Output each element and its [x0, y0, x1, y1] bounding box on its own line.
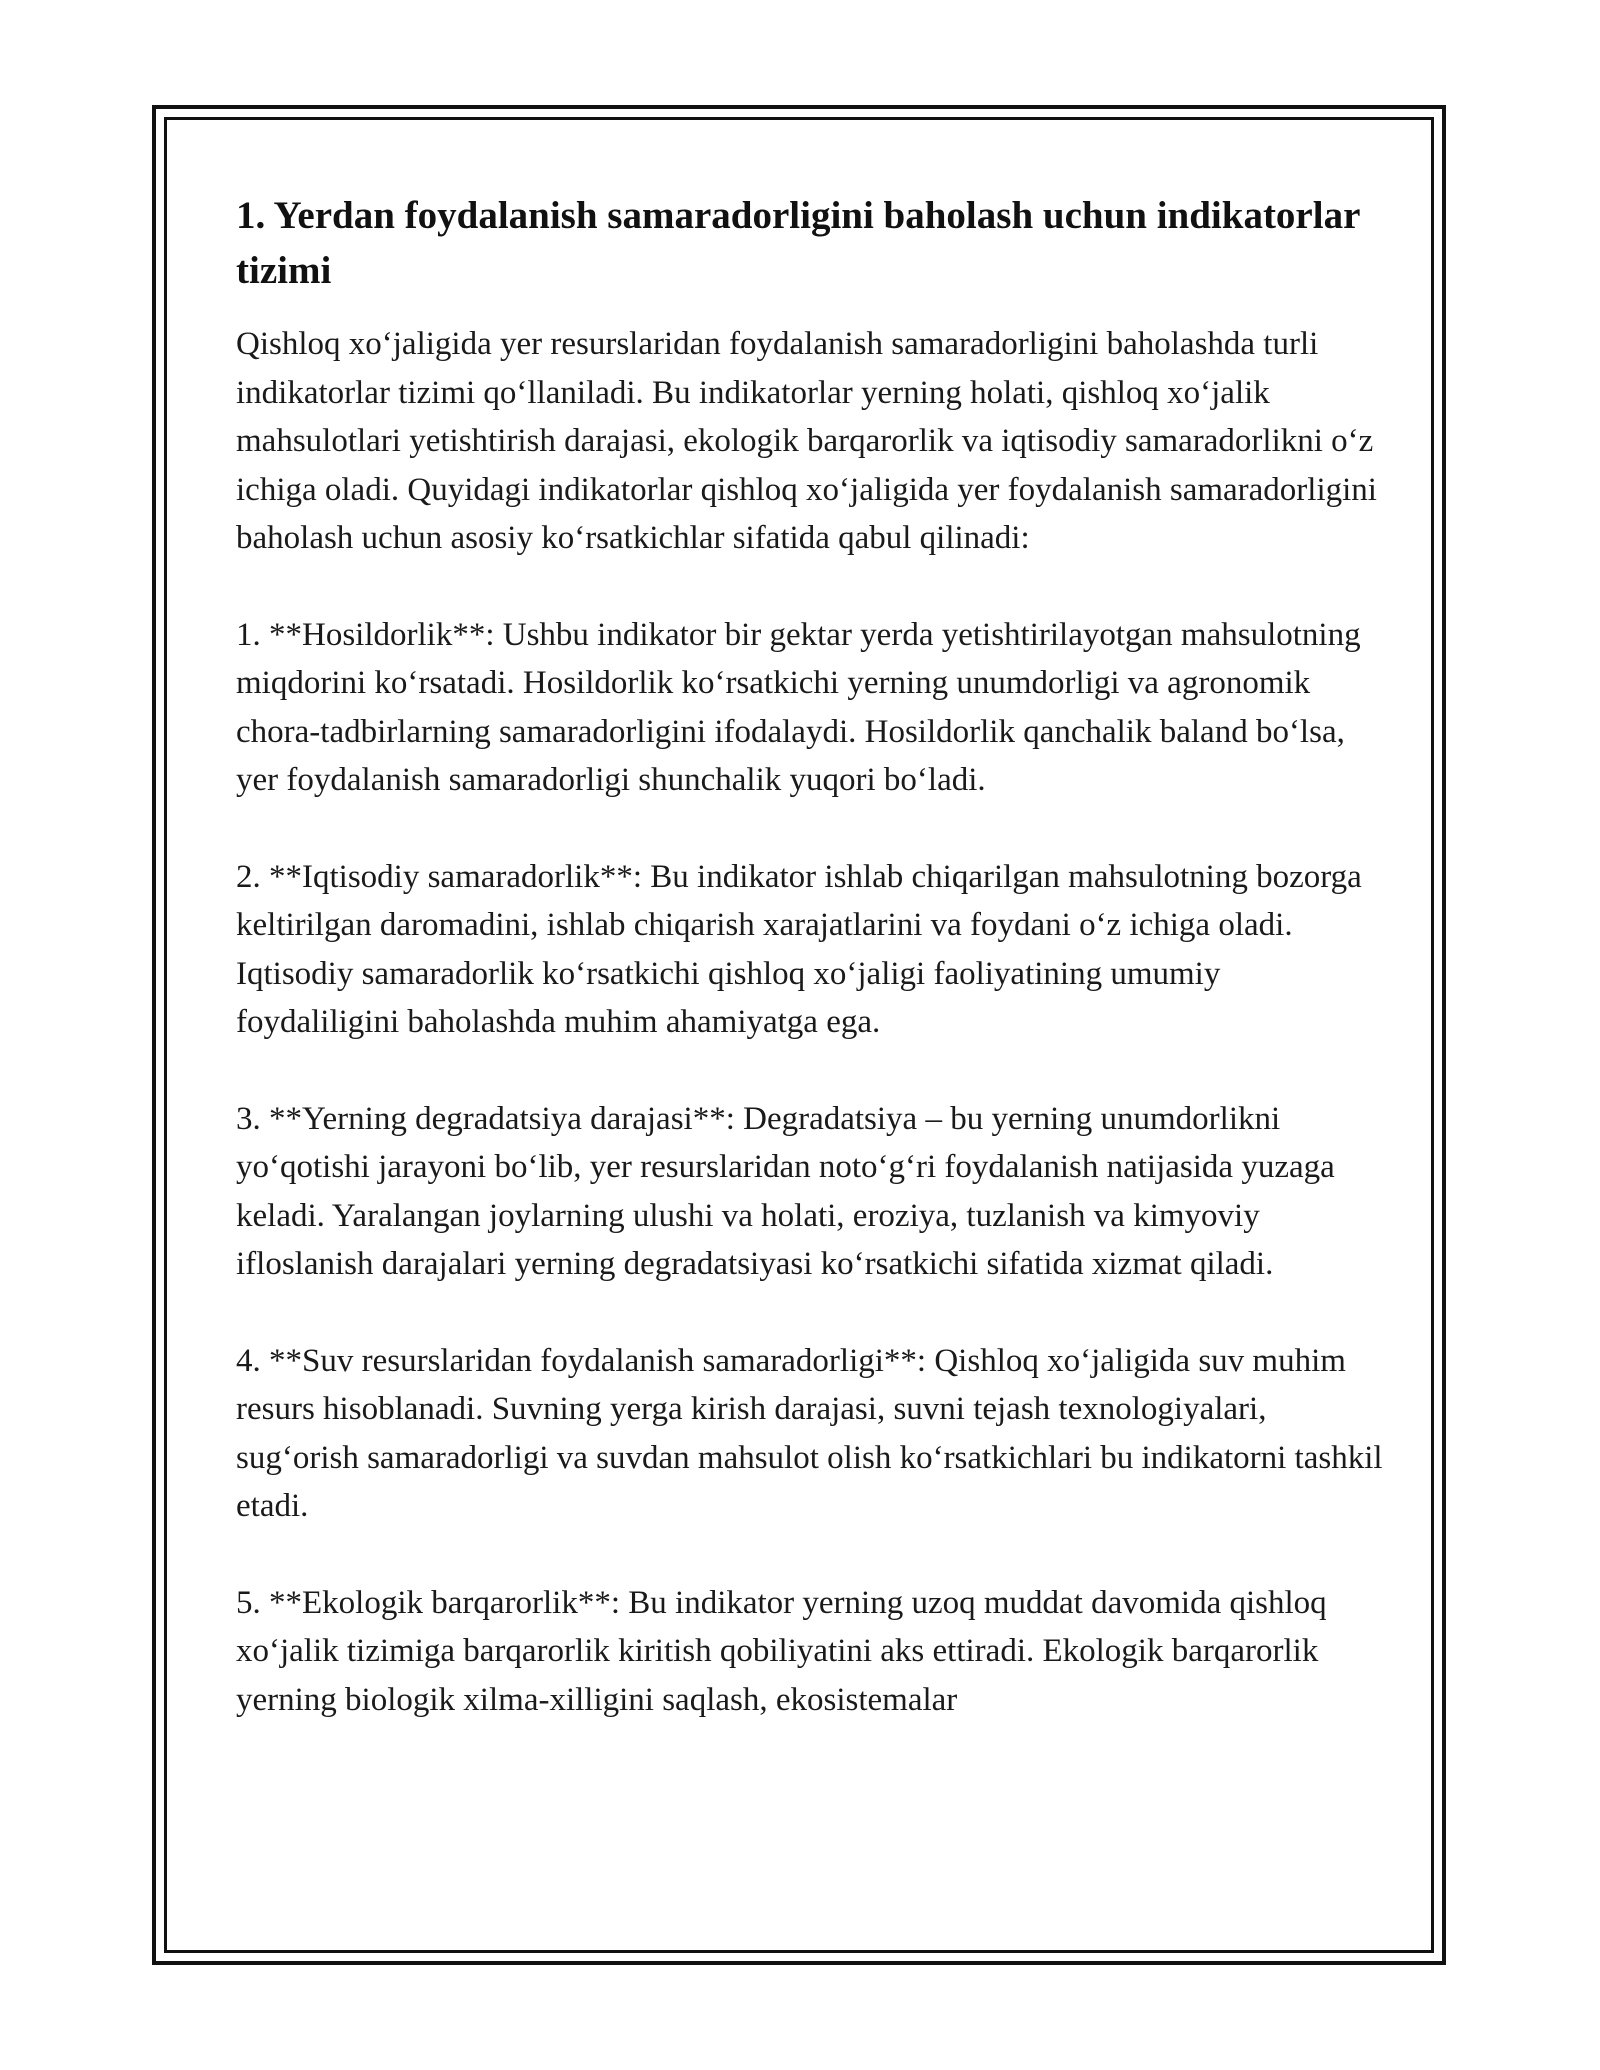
indicator-suv-paragraph: 4. **Suv resurslaridan foydalanish samaradorligi**: Qishloq xo‘jaligida suv muhim resurs hisoblanadi. Suvning yerga kirish darajasi, suvni tejash texnologiyalari, sug‘orish samaradorligi va suvdan mahsulot olish ko‘rsatkichlari bu indikatorni tashkil etadi.: [236, 1342, 1383, 1524]
indicator-ekologik-paragraph: 5. **Ekologik barqarorlik**: Bu indikator yerning uzoq muddat davomida qishloq xo‘jalik tizimiga barqarorlik kiritish qobiliyatini aks ettiradi. Ekologik barqarorlik yerning biologik xilma-xilligini saqlash, ekosistemalar: [236, 1584, 1327, 1718]
intro-paragraph: Qishloq xo‘jaligida yer resurslaridan foydalanish samaradorligini baholashda turli indikatorlar tizimi qo‘llaniladi. Bu indikatorlar yerning holati, qishloq xo‘jalik mahsulotlari yetishtirish darajasi, ekologik barqarorlik va iqtisodiy samaradorlikni o‘z ichiga oladi. Quyidagi indikatorlar qishloq xo‘jaligida yer foydalanish samaradorligini baholash uchun asosiy ko‘rsatkichlar sifatida qabul qilinadi:: [236, 326, 1377, 556]
indicator-iqtisodiy-paragraph: 2. **Iqtisodiy samaradorlik**: Bu indikator ishlab chiqarilgan mahsulotning bozorga keltirilgan daromadini, ishlab chiqarish xarajatlarini va foydani o‘z ichiga oladi. Iqtisodiy samaradorlik ko‘rsatkichi qishloq xo‘jaligi faoliyatining umumiy foydaliligini baholashda muhim ahamiyatga ega.: [236, 858, 1362, 1040]
indicator-degradatsiya-paragraph: 3. **Yerning degradatsiya darajasi**: Degradatsiya – bu yerning unumdorlikni yo‘qotishi jarayoni bo‘lib, yer resurslaridan noto‘g‘ri foydalanish natijasida yuzaga keladi. Yaralangan joylarning ulushi va holati, eroziya, tuzlanish va kimyoviy ifloslanish darajalari yerning degradatsiyasi ko‘rsatkichi sifatida xizmat qiladi.: [236, 1100, 1335, 1282]
document-body: [236, 188, 1386, 1772]
section-heading: 1. Yerdan foydalanish samaradorligini baholash uchun indikatorlar tizimi: [236, 194, 1360, 292]
indicator-hosildorlik-paragraph: 1. **Hosildorlik**: Ushbu indikator bir gektar yerda yetishtirilayotgan mahsulotning miqdorini ko‘rsatadi. Hosildorlik ko‘rsatkichi yerning unumdorligi va agronomik chora-tadbirlarning samaradorligini ifodalaydi. Hosildorlik qanchalik baland bo‘lsa, yer foydalanish samaradorligi shunchalik yuqori bo‘ladi.: [236, 616, 1361, 798]
